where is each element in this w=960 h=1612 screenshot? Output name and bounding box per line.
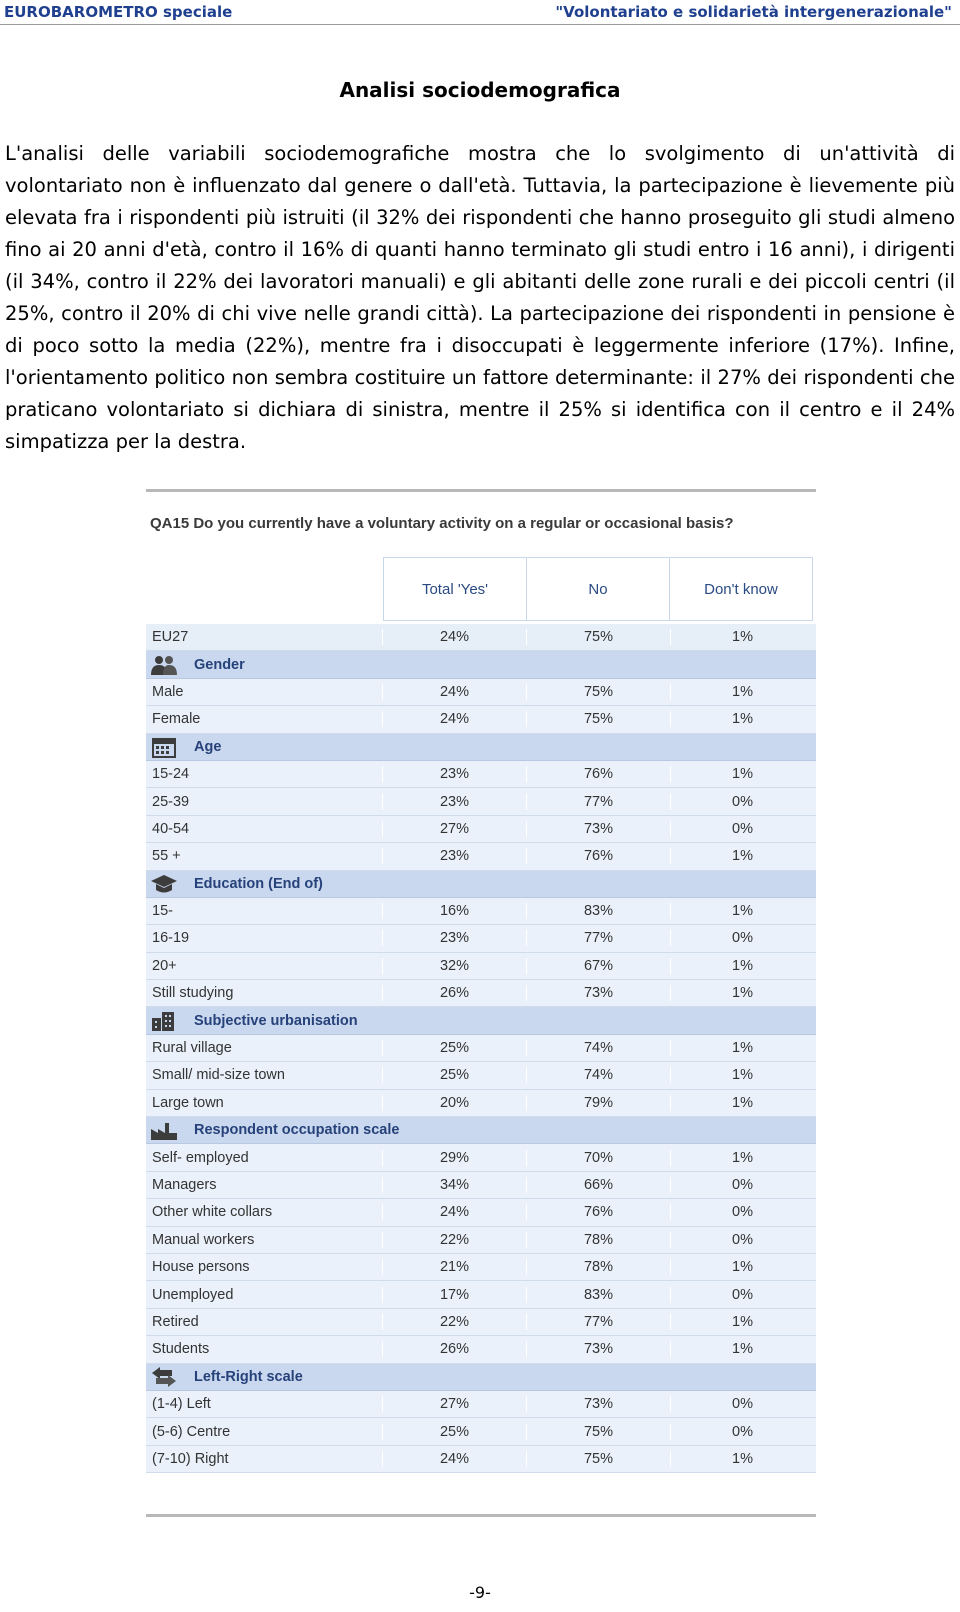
row-label: 20+ xyxy=(146,958,383,974)
left-right-arrows-icon xyxy=(150,1366,178,1388)
no-value: 75% xyxy=(527,629,671,645)
page-number: -9- xyxy=(469,1583,491,1602)
group-title: Left-Right scale xyxy=(194,1368,303,1385)
no-value: 83% xyxy=(527,903,671,919)
group-title: Education (End of) xyxy=(194,875,323,892)
yes-value: 24% xyxy=(383,629,527,645)
header-left-title: EUROBAROMETRO speciale xyxy=(4,3,233,21)
factory-icon xyxy=(150,1119,178,1141)
row-label: Unemployed xyxy=(146,1287,383,1303)
building-icon xyxy=(150,1010,178,1032)
dont-know-value: 1% xyxy=(732,957,753,974)
dont-know-value: 0% xyxy=(732,1231,753,1248)
yes-value: 23% xyxy=(383,794,527,810)
dont-know-value: 0% xyxy=(732,1204,753,1221)
yes-value: 27% xyxy=(383,821,527,837)
row-label: Managers xyxy=(146,1177,383,1193)
dont-know-value: 1% xyxy=(732,1067,753,1084)
column-header-yes: Total 'Yes' xyxy=(384,558,527,621)
dont-know-value: 1% xyxy=(732,1149,753,1166)
row-label: Retired xyxy=(146,1314,383,1330)
people-icon xyxy=(150,654,178,676)
table-row xyxy=(146,1062,816,1089)
row-label: 55 + xyxy=(146,848,383,864)
row-label: Large town xyxy=(146,1095,383,1111)
no-value: 74% xyxy=(527,1040,671,1056)
group-title: Gender xyxy=(194,656,245,673)
yes-value: 34% xyxy=(383,1177,527,1193)
no-value: 73% xyxy=(527,985,671,1001)
graduation-cap-icon xyxy=(150,873,178,895)
table-row xyxy=(146,1418,816,1445)
row-label: Rural village xyxy=(146,1040,383,1056)
yes-value: 29% xyxy=(383,1150,527,1166)
yes-value: 23% xyxy=(383,848,527,864)
no-value: 76% xyxy=(527,848,671,864)
table-row xyxy=(146,1309,816,1336)
dont-know-value: 1% xyxy=(732,848,753,865)
group-header xyxy=(146,1007,816,1034)
page-header xyxy=(0,0,960,25)
body-paragraph: L'analisi delle variabili sociodemografiche mostra che lo svolgimento di un'attività di volontariato non è influenzato dal genere o dall'età. Tuttavia, la partecipazione è lievemente più elevata fra i rispondenti più istruiti (il 32% dei rispondenti che hanno proseguito gli studi almeno fino ai 20 anni d'età, contro il 16% di quanti hanno terminato gli studi entro i 16 anni), i dirigenti (il 34%, contro il 22% dei lavoratori manuali) e gli abitanti delle zone rurali e dei piccoli centri (il 25%, contro il 20% di chi vive nelle grandi città). La partecipazione dei rispondenti in pensione è di poco sotto la media (22%), mentre fra i disoccupati è leggermente inferiore (17%). Infine, l'orientamento politico non sembra costituire un fattore determinante: il 27% dei rispondenti che praticano volontariato si dichiara di sinistra, mentre il 25% si identifica con il centro e il 24% simpatizza per la destra. xyxy=(5,142,955,453)
dont-know-value: 1% xyxy=(732,683,753,700)
no-value: 75% xyxy=(527,684,671,700)
survey-figure xyxy=(146,489,816,1517)
dont-know-value: 0% xyxy=(732,1286,753,1303)
yes-value: 23% xyxy=(383,930,527,946)
table-row xyxy=(146,1391,816,1418)
group-title: Subjective urbanisation xyxy=(194,1012,358,1029)
yes-value: 24% xyxy=(383,684,527,700)
table-row xyxy=(146,679,816,706)
row-label: EU27 xyxy=(146,629,383,645)
yes-value: 25% xyxy=(383,1067,527,1083)
yes-value: 22% xyxy=(383,1314,527,1330)
row-label: Other white collars xyxy=(146,1204,383,1220)
row-label: Students xyxy=(146,1341,383,1357)
table-row xyxy=(146,1144,816,1171)
no-value: 75% xyxy=(527,1451,671,1467)
table-row xyxy=(146,1199,816,1226)
table-row xyxy=(146,1281,816,1308)
table-row xyxy=(146,1446,816,1473)
no-value: 76% xyxy=(527,1204,671,1220)
no-value: 73% xyxy=(527,821,671,837)
row-label: House persons xyxy=(146,1259,383,1275)
dont-know-value: 0% xyxy=(732,1423,753,1440)
dont-know-value: 1% xyxy=(732,903,753,920)
dont-know-value: 1% xyxy=(732,1450,753,1467)
row-label: 15-24 xyxy=(146,766,383,782)
dont-know-value: 0% xyxy=(732,1177,753,1193)
figure-rows xyxy=(146,624,816,1473)
row-label: 25-39 xyxy=(146,794,383,810)
no-value: 79% xyxy=(527,1095,671,1111)
no-value: 66% xyxy=(527,1177,671,1193)
column-header-no: No xyxy=(527,558,670,621)
row-label: Male xyxy=(146,684,383,700)
table-row xyxy=(146,1227,816,1254)
dont-know-value: 0% xyxy=(732,793,753,810)
table-row xyxy=(146,843,816,870)
yes-value: 21% xyxy=(383,1259,527,1275)
table-row xyxy=(146,925,816,952)
table-row xyxy=(146,1035,816,1062)
figure-top-rule xyxy=(146,489,816,492)
yes-value: 17% xyxy=(383,1287,527,1303)
yes-value: 24% xyxy=(383,1451,527,1467)
table-row xyxy=(146,706,816,733)
dont-know-value: 1% xyxy=(732,1341,753,1358)
no-value: 73% xyxy=(527,1341,671,1357)
table-row xyxy=(146,1254,816,1281)
no-value: 76% xyxy=(527,766,671,782)
no-value: 78% xyxy=(527,1232,671,1248)
dont-know-value: 0% xyxy=(732,930,753,947)
group-header xyxy=(146,1117,816,1144)
row-label: (7-10) Right xyxy=(146,1451,383,1467)
figure-bottom-rule xyxy=(146,1514,816,1517)
table-row xyxy=(146,980,816,1007)
row-label: (5-6) Centre xyxy=(146,1424,383,1440)
yes-value: 20% xyxy=(383,1095,527,1111)
group-title: Respondent occupation scale xyxy=(194,1122,400,1139)
table-row xyxy=(146,898,816,925)
no-value: 77% xyxy=(527,1314,671,1330)
yes-value: 25% xyxy=(383,1424,527,1440)
yes-value: 25% xyxy=(383,1040,527,1056)
yes-value: 16% xyxy=(383,903,527,919)
dont-know-value: 0% xyxy=(732,1396,753,1413)
calendar-icon xyxy=(150,736,178,758)
table-row xyxy=(146,761,816,788)
dont-know-value: 1% xyxy=(732,711,753,728)
no-value: 73% xyxy=(527,1396,671,1412)
table-row xyxy=(146,1090,816,1117)
no-value: 75% xyxy=(527,1424,671,1440)
row-label: Self- employed xyxy=(146,1150,383,1166)
group-title: Age xyxy=(194,738,222,755)
table-row xyxy=(146,816,816,843)
eu27-row xyxy=(146,624,816,651)
group-header xyxy=(146,871,816,898)
row-label: Manual workers xyxy=(146,1232,383,1248)
row-label: 15- xyxy=(146,903,383,919)
table-row xyxy=(146,1172,816,1199)
yes-value: 26% xyxy=(383,985,527,1001)
row-label: Female xyxy=(146,711,383,727)
row-label: Still studying xyxy=(146,985,383,1001)
column-header-table xyxy=(383,557,813,621)
row-label: 40-54 xyxy=(146,821,383,837)
row-label: Small/ mid-size town xyxy=(146,1067,383,1083)
yes-value: 27% xyxy=(383,1396,527,1412)
yes-value: 32% xyxy=(383,958,527,974)
no-value: 77% xyxy=(527,794,671,810)
no-value: 78% xyxy=(527,1259,671,1275)
yes-value: 24% xyxy=(383,1204,527,1220)
dont-know-value: 1% xyxy=(732,1040,753,1057)
table-row xyxy=(146,1336,816,1363)
dont-know-value: 0% xyxy=(732,820,753,837)
yes-value: 24% xyxy=(383,711,527,727)
table-row xyxy=(146,788,816,815)
no-value: 75% xyxy=(527,711,671,727)
dont-know-value: 1% xyxy=(732,1259,753,1276)
header-right-title: "Volontariato e solidarietà intergenerazionale" xyxy=(555,3,952,21)
row-label: (1-4) Left xyxy=(146,1396,383,1412)
no-value: 70% xyxy=(527,1150,671,1166)
dont-know-value: 1% xyxy=(732,629,753,646)
no-value: 83% xyxy=(527,1287,671,1303)
row-label: 16-19 xyxy=(146,930,383,946)
section-title: Analisi sociodemografica xyxy=(339,78,621,102)
dont-know-value: 1% xyxy=(732,1094,753,1111)
figure-question: QA15 Do you currently have a voluntary activity on a regular or occasional basis? xyxy=(150,515,734,532)
yes-value: 23% xyxy=(383,766,527,782)
yes-value: 22% xyxy=(383,1232,527,1248)
group-header xyxy=(146,1364,816,1391)
dont-know-value: 1% xyxy=(732,985,753,1002)
group-header xyxy=(146,651,816,678)
column-header-dont-know: Don't know xyxy=(670,558,813,621)
dont-know-value: 1% xyxy=(732,766,753,783)
table-row xyxy=(146,953,816,980)
no-value: 67% xyxy=(527,958,671,974)
no-value: 74% xyxy=(527,1067,671,1083)
group-header xyxy=(146,734,816,761)
yes-value: 26% xyxy=(383,1341,527,1357)
dont-know-value: 1% xyxy=(732,1313,753,1330)
no-value: 77% xyxy=(527,930,671,946)
